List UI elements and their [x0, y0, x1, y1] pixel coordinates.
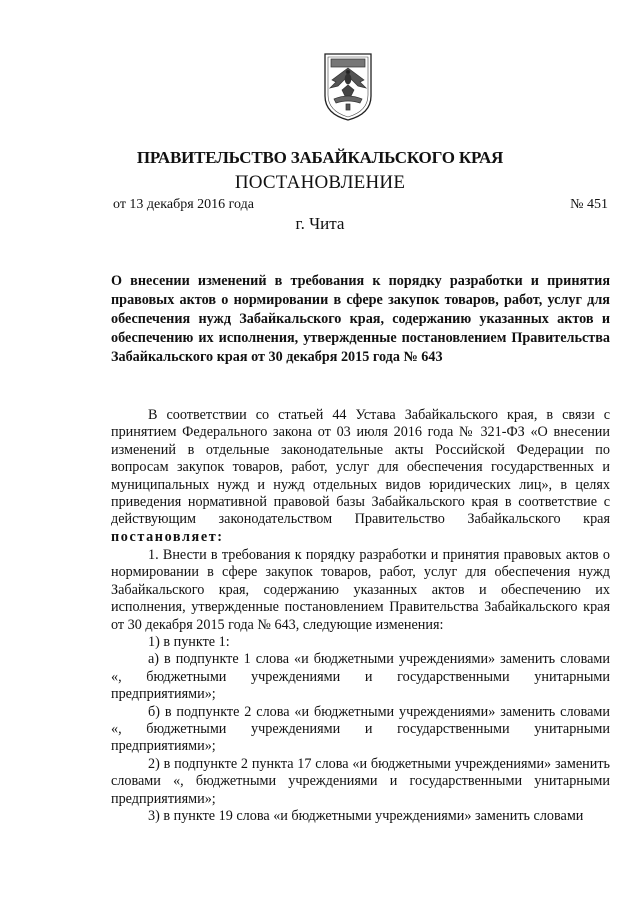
document-title: О внесении изменений в требования к порядку разработки и принятия правовых актов о нормировании в сфере закупок товаров, работ, услуг для обеспечения нужд Забайкальского края, содержанию указанных актов и обеспечению их исполнения, утвержденные постановлением Правительства Забайкальского края от 30 декабря 2015 года № 643 [111, 273, 610, 365]
document-type: ПОСТАНОВЛЕНИЕ [234, 172, 406, 193]
item-paragraph: 3) в пункте 19 слова «и бюджетными учреждениями» заменить словами [148, 808, 584, 825]
document-number: № 451 [570, 197, 608, 212]
item-paragraph: 2) в подпункте 2 пункта 17 слова «и бюджетными учреждениями» заменить словами «, бюджетными учреждениями и государственными унитарными предприятиями»; [111, 755, 610, 807]
item-paragraph: 1. Внести в требования к порядку разработки и принятия правовых актов о нормировании в сфере закупок товаров, работ, услуг для обеспечения нужд Забайкальского края, содержанию указанных актов и обеспечению их исполнения, утвержденные постановлением Правительства Забайкальского края от 30 декабря 2015 года № 643, следующие изменения: [111, 547, 610, 633]
coat-of-arms-icon [322, 52, 374, 122]
government-name: ПРАВИТЕЛЬСТВО ЗАБАЙКАЛЬСКОГО КРАЯ [136, 148, 504, 167]
preamble-paragraph [111, 407, 610, 546]
decree-items [111, 547, 610, 826]
document-date: от 13 декабря 2016 года [113, 197, 254, 212]
item-paragraph: а) в подпункте 1 слова «и бюджетными учреждениями» заменить словами «, бюджетными учреждениями и государственными унитарными предприятиями»; [111, 651, 610, 703]
resolves-word: постановляет: [111, 528, 224, 545]
document-city: г. Чита [295, 214, 345, 233]
preamble-text: В соответствии со статьей 44 Устава Забайкальского края, в связи с принятием Федерального закона от 03 июля 2016 года № 321-ФЗ «О внесении изменений в отдельные законодательные акты Российской Федерации по вопросам закупок товаров, работ, услуг для обеспечения государственных и муниципальных нужд и нужд отдельных видов юридических лиц», в целях приведения нормативной правовой базы Забайкальского края в соответствие с действующим законодательством Правительство Забайкальского края [111, 407, 610, 528]
item-paragraph: 1) в пункте 1: [148, 634, 230, 651]
item-paragraph: б) в подпункте 2 слова «и бюджетными учреждениями» заменить словами «, бюджетными учреждениями и государственными унитарными предприятиями»; [111, 703, 610, 755]
preamble [111, 407, 610, 546]
